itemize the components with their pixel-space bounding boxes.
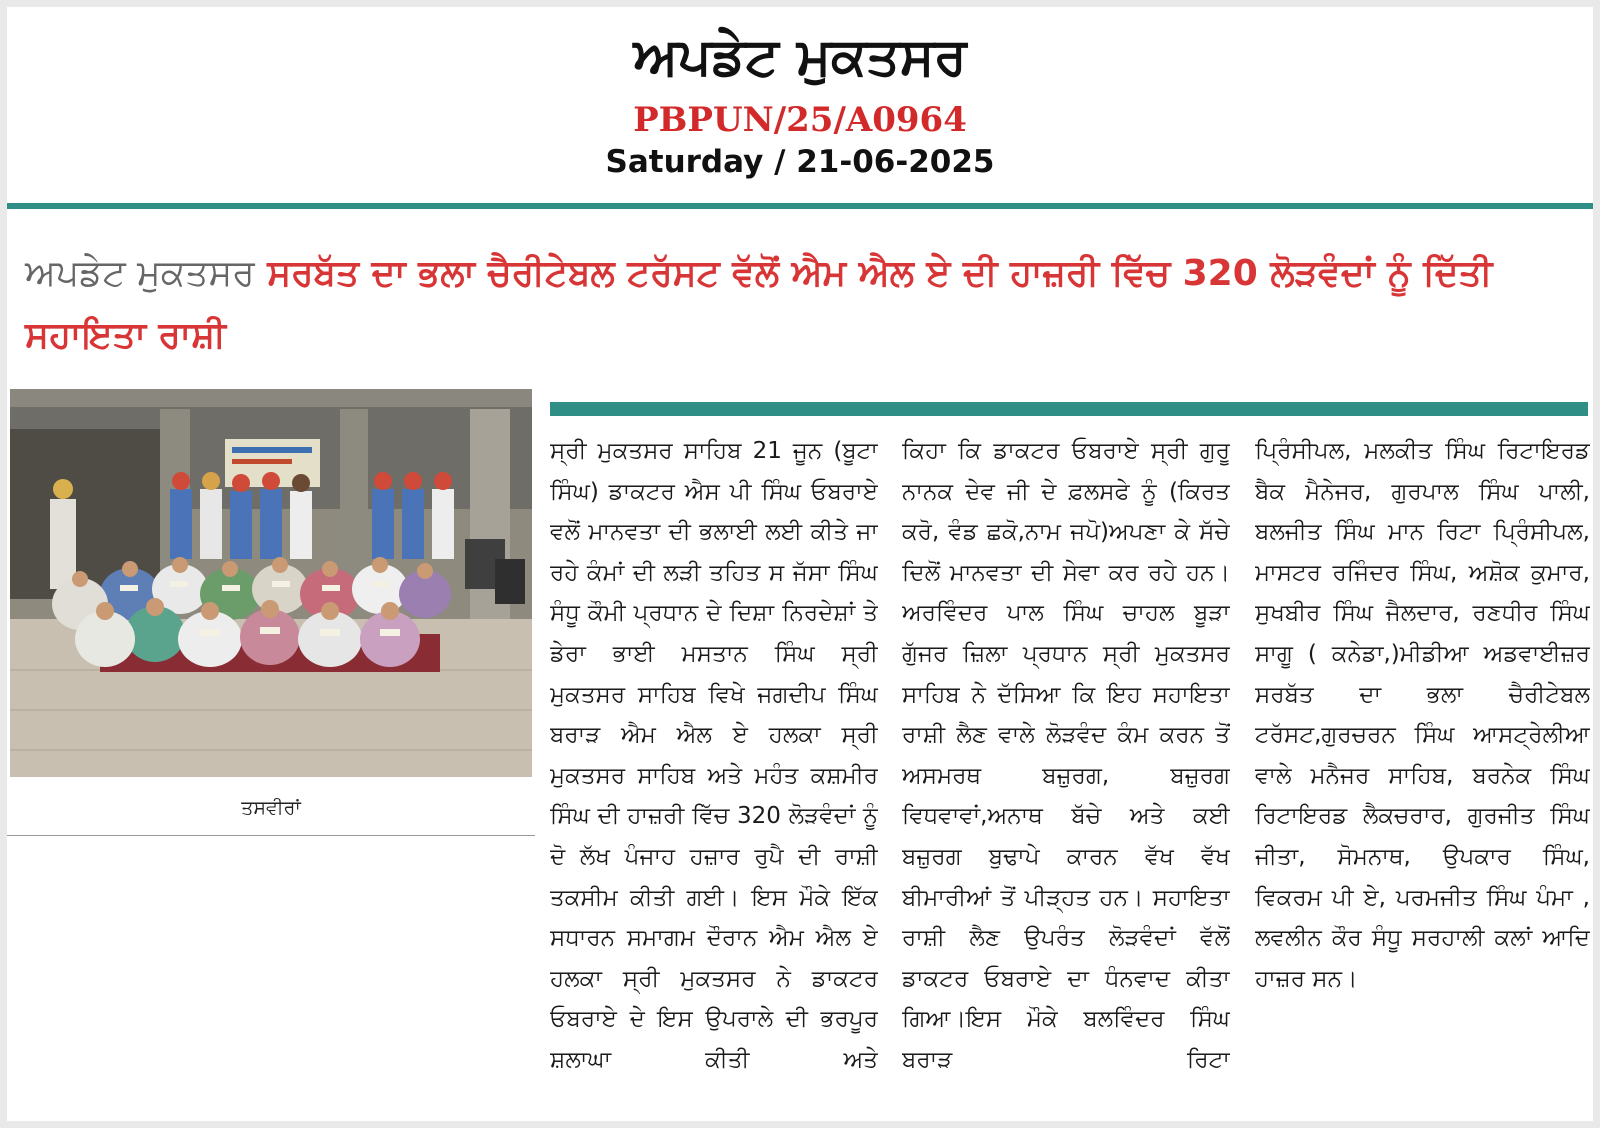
article-column-3: ਪ੍ਰਿੰਸੀਪਲ, ਮਲਕੀਤ ਸਿੰਘ ਰਿਟਾਇਰਡ ਬੈਕ ਮੈਨੇਜਰ, ਗੁਰਪਾਲ ਸਿੰਘ ਪਾਲੀ, ਬਲਜੀਤ ਸਿੰਘ ਮਾਨ ਰਿਟਾ ਪ੍ਰਿੰਸੀਪਲ, ਮਾਸਟਰ ਰਜਿੰਦਰ ਸਿੰਘ, ਅਸ਼ੋਕ ਕੁਮਾਰ, ਸੁਖਬੀਰ ਸਿੰਘ ਜੈਲਦਾਰ, ਰਣਧੀਰ ਸਿੰਘ ਸਾਗੂ ( ਕਨੇਡਾ,)ਮੀਡੀਆ ਅਡਵਾਈਜ਼ਰ ਸਰਬੱਤ ਦਾ ਭਲਾ ਚੈਰੀਟੇਬਲ ਟਰੱਸਟ,ਗੁਰਚਰਨ ਸਿੰਘ ਆਸਟ੍ਰੇਲੀਆ ਵਾਲੇ ਮਨੈਜਰ ਸਾਹਿਬ, ਬਰਨੇਕ ਸਿੰਘ ਰਿਟਾਇਰਡ ਲੈਕਚਰਾਰ, ਗੁਰਜੀਤ ਸਿੰਘ ਜੀਤਾ, ਸੋਮਨਾਥ, ਉਪਕਾਰ ਸਿੰਘ, ਵਿਕਰਮ ਪੀ ਏ, ਪਰਮਜੀਤ ਸਿੰਘ ਪੰਮਾ , ਲਵਲੀਨ ਕੌਰ ਸੰਧੂ ਸਰਹਾਲੀ ਕਲਾਂ ਆਦਿ ਹਾਜ਼ਰ ਸਨ।: [1255, 438, 1590, 992]
newspaper-page: [7, 7, 1593, 1121]
article-top-rule: [550, 402, 1588, 416]
article-column-2: ਕਿਹਾ ਕਿ ਡਾਕਟਰ ਓਬਰਾਏ ਸ੍ਰੀ ਗੁਰੂ ਨਾਨਕ ਦੇਵ ਜੀ ਦੇ ਫ਼ਲਸਫੇ ਨੂੰ (ਕਿਰਤ ਕਰੋ, ਵੰਡ ਛਕੋ,ਨਾਮ ਜਪੋ)ਅਪਣਾ ਕੇ ਸੱਚੇ ਦਿਲੋਂ ਮਾਨਵਤਾ ਦੀ ਸੇਵਾ ਕਰ ਰਹੇ ਹਨ। ਅਰਵਿੰਦਰ ਪਾਲ ਸਿੰਘ ਚਾਹਲ ਬੂੜਾ ਗੁੱਜਰ ਜ਼ਿਲਾ ਪ੍ਰਧਾਨ ਸ੍ਰੀ ਮੁਕਤਸਰ ਸਾਹਿਬ ਨੇ ਦੱਸਿਆ ਕਿ ਇਹ ਸਹਾਇਤਾ ਰਾਸ਼ੀ ਲੈਣ ਵਾਲੇ ਲੋੜਵੰਦ ਕੰਮ ਕਰਨ ਤੋਂ ਅਸਮਰਥ ਬਜ਼ੁਰਗ, ਬਜ਼ੁਰਗ ਵਿਧਵਾਵਾਂ,ਅਨਾਥ ਬੱਚੇ ਅਤੇ ਕਈ ਬਜ਼ੁਰਗ ਬੁਢਾਪੇ ਕਾਰਨ ਵੱਖ ਵੱਖ ਬੀਮਾਰੀਆਂ ਤੋਂ ਪੀੜ੍ਹਤ ਹਨ। ਸਹਾਇਤਾ ਰਾਸ਼ੀ ਲੈਣ ਉਪਰੰਤ ਲੋੜਵੰਦਾਂ ਵੱਲੋਂ ਡਾਕਟਰ ਓਬਰਾਏ ਦਾ ਧੰਨਵਾਦ ਕੀਤਾ ਗਿਆ।ਇਸ ਮੌਕੇ ਬਲਵਿੰਦਰ ਸਿੰਘ ਬਰਾੜ ਰਿਟਾ: [902, 438, 1230, 1073]
masthead-divider: [7, 203, 1593, 209]
masthead-title: ਅਪਡੇਟ ਮੁਕਤਸਰ: [633, 27, 967, 87]
headline-text: ਸਰਬੱਤ ਦਾ ਭਲਾ ਚੈਰੀਟੇਬਲ ਟਰੱਸਟ ਵੱਲੋਂ ਐਮ ਐਲ ਏ ਦੀ ਹਾਜ਼ਰੀ ਵਿੱਚ 320 ਲੋੜਵੰਦਾਂ ਨੂੰ ਦਿੱਤੀ ਸਹਾਇਤਾ ਰਾਸ਼ੀ: [25, 253, 1493, 356]
news-photo: [10, 389, 532, 777]
article-headline: [25, 243, 1575, 367]
article-column-1: ਸ੍ਰੀ ਮੁਕਤਸਰ ਸਾਹਿਬ 21 ਜੂਨ (ਬੂਟਾ ਸਿੰਘ) ਡਾਕਟਰ ਐਸ ਪੀ ਸਿੰਘ ਓਬਰਾਏ ਵਲੋਂ ਮਾਨਵਤਾ ਦੀ ਭਲਾਈ ਲਈ ਕੀਤੇ ਜਾ ਰਹੇ ਕੰਮਾਂ ਦੀ ਲੜੀ ਤਹਿਤ ਸ ਜੱਸਾ ਸਿੰਘ ਸੰਧੂ ਕੌਮੀ ਪ੍ਰਧਾਨ ਦੇ ਦਿਸ਼ਾ ਨਿਰਦੇਸ਼ਾਂ ਤੇ ਡੇਰਾ ਭਾਈ ਮਸਤਾਨ ਸਿੰਘ ਸ੍ਰੀ ਮੁਕਤਸਰ ਸਾਹਿਬ ਵਿਖੇ ਜਗਦੀਪ ਸਿੰਘ ਬਰਾੜ ਐਮ ਐਲ ਏ ਹਲਕਾ ਸ੍ਰੀ ਮੁਕਤਸਰ ਸਾਹਿਬ ਅਤੇ ਮਹੰਤ ਕਸ਼ਮੀਰ ਸਿੰਘ ਦੀ ਹਾਜ਼ਰੀ ਵਿੱਚ 320 ਲੋੜਵੰਦਾਂ ਨੂੰ ਦੋ ਲੱਖ ਪੰਜਾਹ ਹਜ਼ਾਰ ਰੁਪੈ ਦੀ ਰਾਸ਼ੀ ਤਕਸੀਮ ਕੀਤੀ ਗਈ। ਇਸ ਮੌਕੇ ਇੱਕ ਸਧਾਰਨ ਸਮਾਗਮ ਦੌਰਾਨ ਐਮ ਐਲ ਏ ਹਲਕਾ ਸ੍ਰੀ ਮੁਕਤਸਰ ਨੇ ਡਾਕਟਰ ਓਬਰਾਏ ਦੇ ਇਸ ਉਪਰਾਲੇ ਦੀ ਭਰਪੂਰ ਸ਼ਲਾਘਾ ਕੀਤੀ ਅਤੇ: [550, 438, 878, 1073]
photo-caption: ਤਸਵੀਰਾਂ: [241, 797, 301, 819]
masthead: [7, 25, 1593, 181]
caption-divider: [7, 835, 535, 836]
headline-brand: ਅਪਡੇਟ ਮੁਕਤਸਰ: [25, 253, 255, 294]
gathering-photo-illustration: [10, 389, 532, 777]
registration-number: PBPUN/25/A0964: [633, 100, 967, 140]
publication-date: Saturday / 21-06-2025: [605, 144, 995, 180]
